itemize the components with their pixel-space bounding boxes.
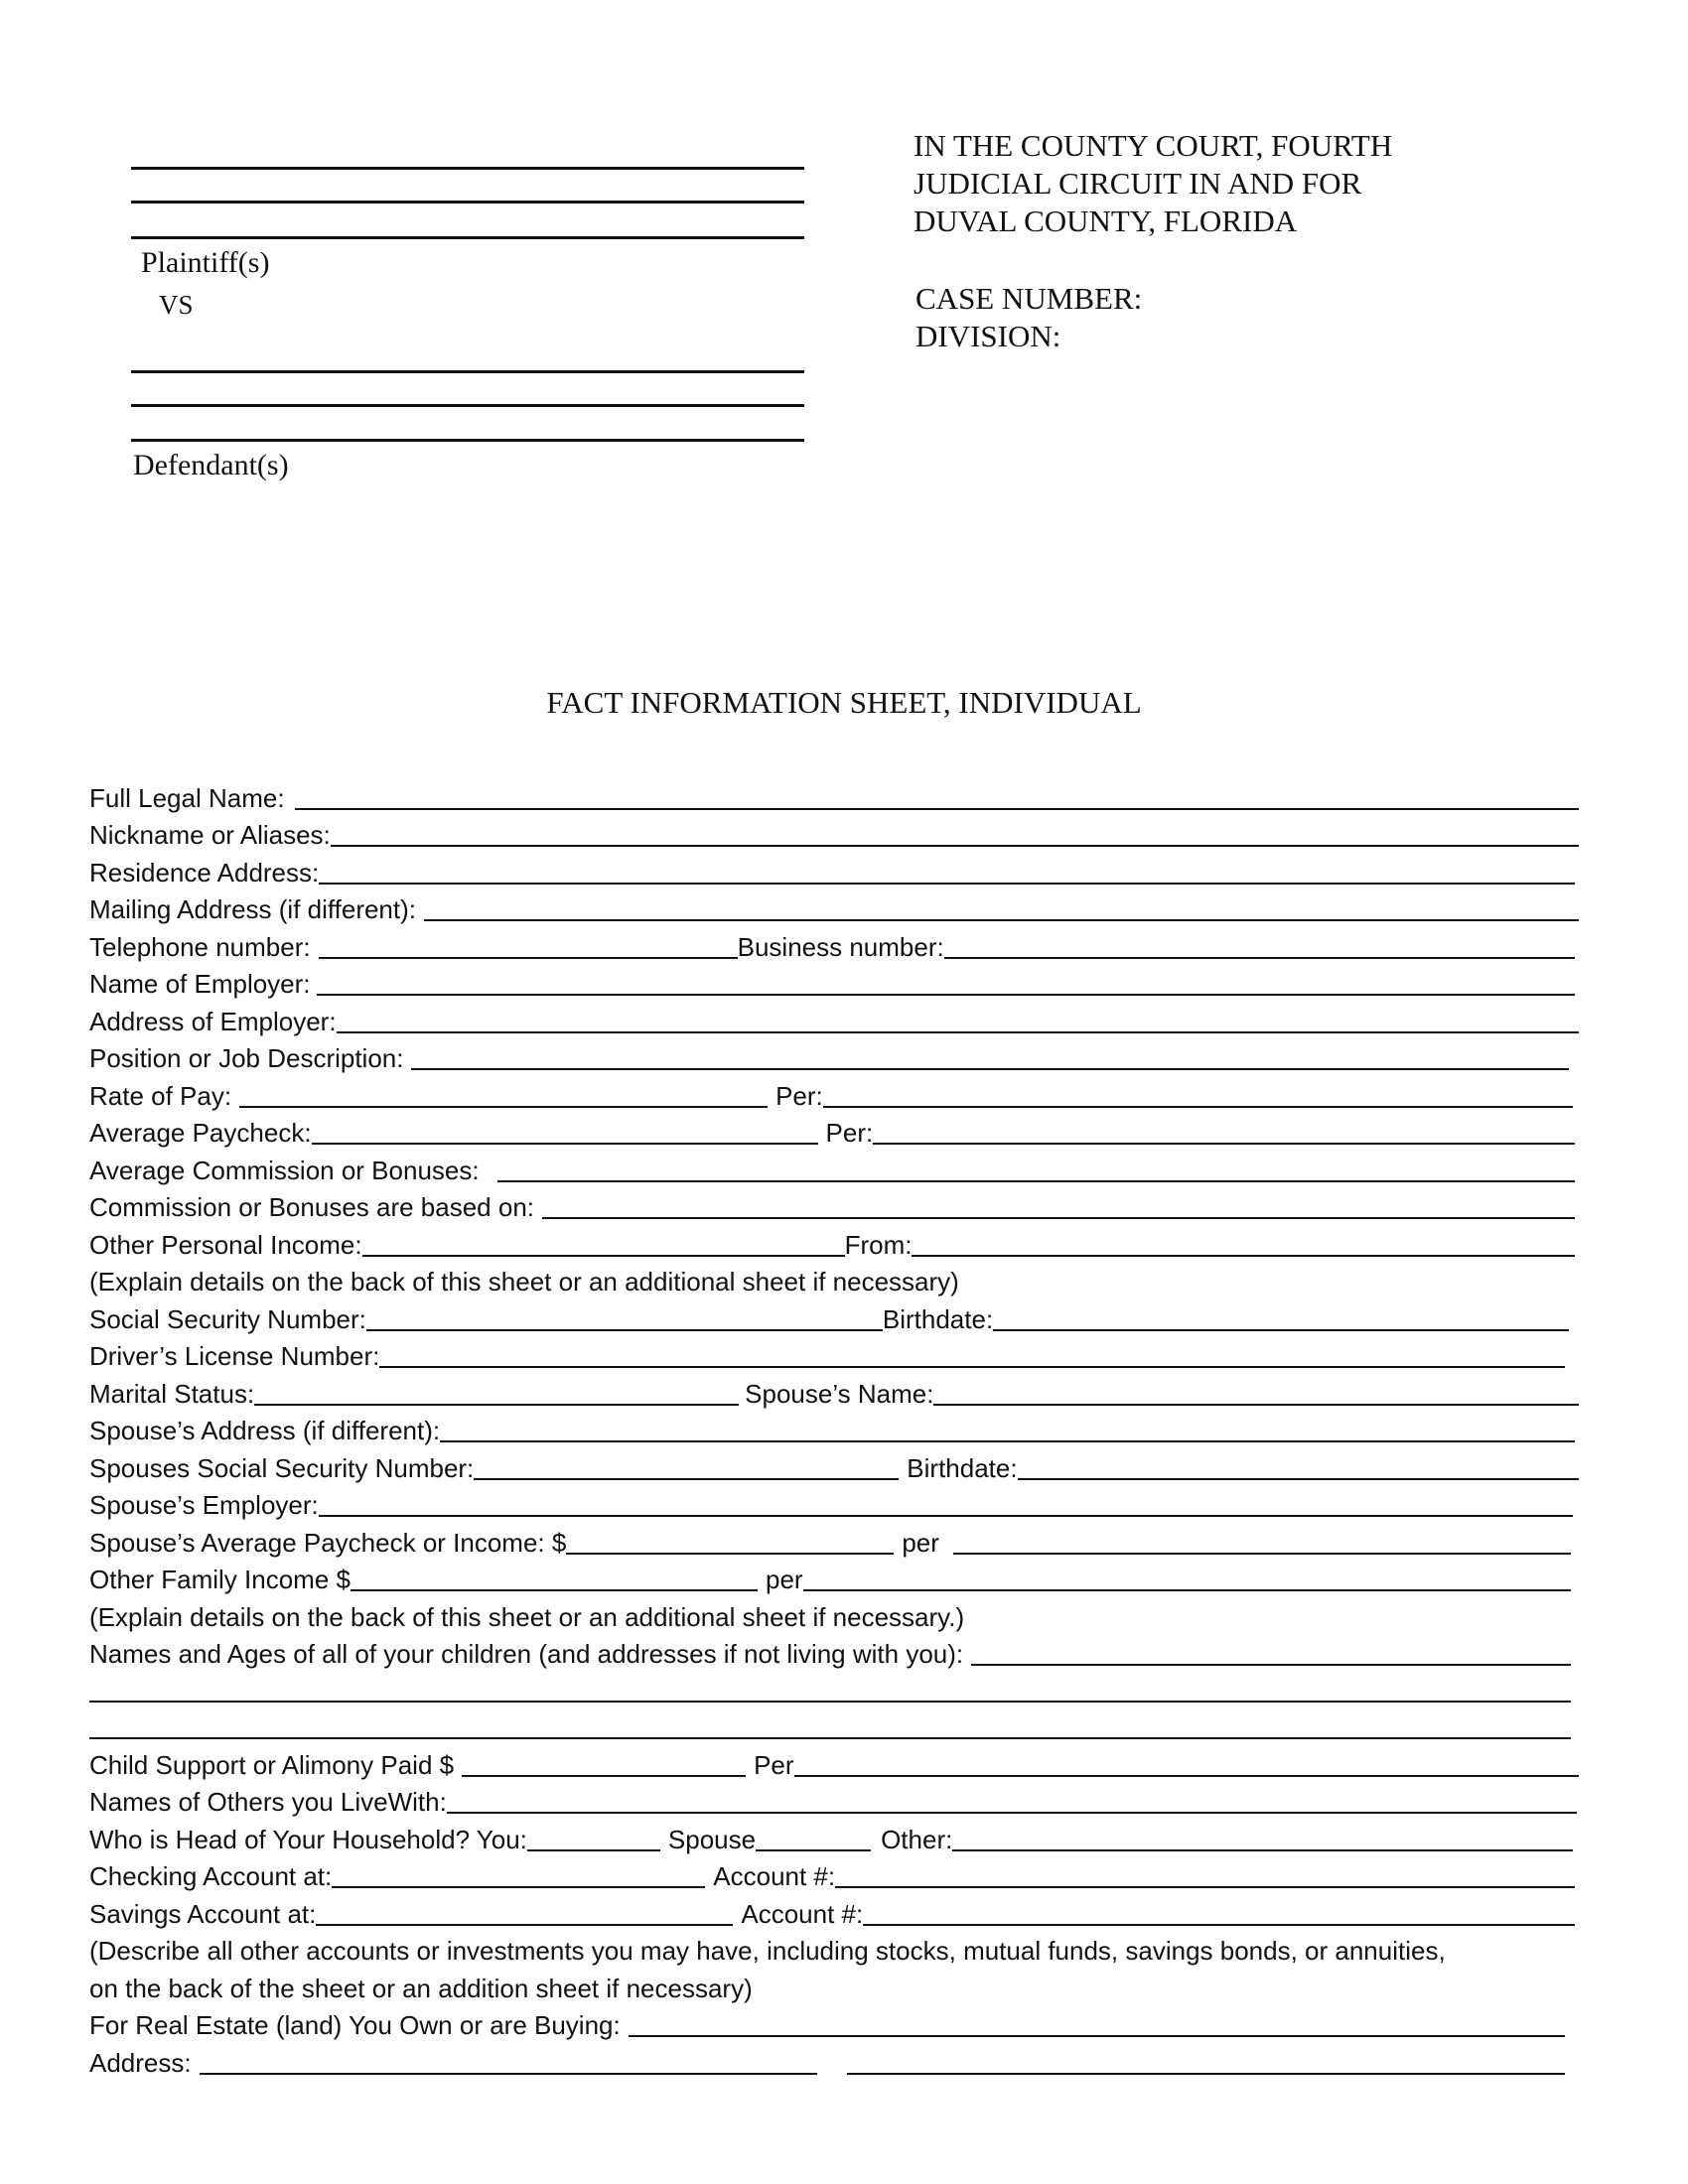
spouse-paycheck-per-field[interactable] <box>953 1527 1571 1555</box>
spouse-birthdate-field[interactable] <box>1018 1452 1579 1480</box>
row-head-household <box>89 1820 1579 1857</box>
row-telephone <box>89 927 1579 965</box>
other-family-income-field[interactable] <box>351 1564 758 1591</box>
court-heading <box>914 127 1392 240</box>
spouse-paycheck-label: Spouse’s Average Paycheck or Income: $ <box>89 1527 567 1558</box>
row-children <box>89 1635 1579 1673</box>
average-paycheck-field[interactable] <box>312 1117 818 1145</box>
case-block <box>915 280 1142 355</box>
position-label: Position or Job Description: <box>89 1043 404 1073</box>
spouse-employer-field[interactable] <box>319 1489 1573 1517</box>
other-income-from-label: From: <box>844 1229 913 1260</box>
paycheck-per-label: Per: <box>825 1118 874 1148</box>
child-support-per-label: Per <box>754 1749 794 1780</box>
head-other-label: Other: <box>881 1824 953 1854</box>
spouse-paycheck-field[interactable] <box>566 1527 894 1555</box>
explain-note-2: (Explain details on the back of this sheet or an additional sheet if necessary.) <box>89 1601 965 1632</box>
spouse-employer-label: Spouse’s Employer: <box>89 1490 319 1520</box>
average-paycheck-label: Average Paycheck: <box>89 1118 312 1148</box>
row-spouse-ssn <box>89 1448 1579 1486</box>
row-others-live-with <box>89 1783 1579 1821</box>
spouse-name-label: Spouse’s Name: <box>745 1378 934 1409</box>
employer-name-label: Name of Employer: <box>89 969 311 999</box>
defendant-line-2[interactable] <box>131 404 804 407</box>
mailing-address-label: Mailing Address (if different): <box>89 894 416 924</box>
marital-status-label: Marital Status: <box>89 1378 255 1409</box>
vs-label: VS <box>159 290 194 320</box>
children-field-2[interactable] <box>89 1675 1571 1703</box>
ssn-label: Social Security Number: <box>89 1303 366 1334</box>
fact-information-form <box>89 778 1579 2081</box>
row-nickname <box>89 816 1579 854</box>
others-live-with-field[interactable] <box>447 1786 1577 1814</box>
row-employer-address <box>89 1002 1579 1039</box>
row-position <box>89 1039 1579 1077</box>
plaintiff-line-3[interactable] <box>131 236 804 239</box>
row-describe-note-1 <box>89 1932 1579 1970</box>
other-family-income-label: Other Family Income $ <box>89 1565 351 1594</box>
plaintiff-line-1[interactable] <box>131 167 804 170</box>
defendant-label: Defendant(s) <box>133 449 289 481</box>
spouse-ssn-label: Spouses Social Security Number: <box>89 1452 475 1483</box>
row-spouse-employer <box>89 1486 1579 1524</box>
row-child-support <box>89 1745 1579 1783</box>
court-line-1: IN THE COUNTY COURT, FOURTH <box>914 128 1393 163</box>
birthdate-field[interactable] <box>993 1303 1569 1331</box>
avg-commission-label: Average Commission or Bonuses: <box>89 1155 480 1185</box>
residence-address-label: Residence Address: <box>89 857 320 887</box>
row-drivers-license <box>89 1337 1579 1375</box>
commission-based-field[interactable] <box>542 1191 1575 1219</box>
position-field[interactable] <box>411 1042 1569 1070</box>
commission-based-label: Commission or Bonuses are based on: <box>89 1192 535 1222</box>
describe-note-1: (Describe all other accounts or investments you may have, including stocks, mutual funds, savings bonds, or annuities, <box>89 1936 1446 1966</box>
row-children-line-2 <box>89 1672 1579 1708</box>
describe-note-2: on the back of the sheet or an addition sheet if necessary) <box>89 1973 753 2003</box>
employer-address-field[interactable] <box>337 1006 1579 1033</box>
row-average-paycheck <box>89 1114 1579 1152</box>
row-spouse-address <box>89 1412 1579 1449</box>
row-children-line-3 <box>89 1708 1579 1745</box>
checking-number-label: Account #: <box>713 1861 836 1891</box>
spouse-address-label: Spouse’s Address (if different): <box>89 1416 441 1445</box>
row-mailing-address <box>89 890 1579 928</box>
child-support-field[interactable] <box>462 1749 746 1777</box>
telephone-label: Telephone number: <box>89 931 311 962</box>
head-household-label: Who is Head of Your Household? You: <box>89 1824 527 1854</box>
row-explain-note-2 <box>89 1597 1579 1635</box>
savings-account-label: Savings Account at: <box>89 1898 317 1929</box>
child-support-per-field[interactable] <box>794 1749 1579 1777</box>
birthdate-label: Birthdate: <box>882 1303 994 1334</box>
full-legal-name-field[interactable] <box>295 782 1579 810</box>
row-full-legal-name <box>89 778 1579 816</box>
children-field-3[interactable] <box>89 1711 1571 1739</box>
page-title: FACT INFORMATION SHEET, INDIVIDUAL <box>546 685 1142 720</box>
row-checking <box>89 1857 1579 1895</box>
drivers-license-field[interactable] <box>379 1340 1565 1368</box>
other-income-from-field[interactable] <box>912 1229 1575 1257</box>
drivers-license-label: Driver’s License Number: <box>89 1341 380 1371</box>
checking-number-field[interactable] <box>835 1860 1575 1888</box>
residence-address-field[interactable] <box>319 857 1575 885</box>
rate-per-field[interactable] <box>823 1080 1573 1108</box>
row-savings <box>89 1894 1579 1932</box>
row-address <box>89 2043 1579 2081</box>
savings-account-field[interactable] <box>316 1898 733 1926</box>
address-field-1[interactable] <box>200 2047 817 2075</box>
real-estate-field[interactable] <box>629 2009 1565 2037</box>
head-spouse-label: Spouse <box>667 1824 757 1854</box>
row-avg-commission <box>89 1151 1579 1188</box>
row-spouse-paycheck <box>89 1523 1579 1561</box>
savings-number-label: Account #: <box>741 1898 864 1929</box>
head-you-field[interactable] <box>527 1824 660 1851</box>
division-label: DIVISION: <box>915 319 1061 353</box>
real-estate-label: For Real Estate (land) You Own or are Buying: <box>89 2010 621 2040</box>
employer-address-label: Address of Employer: <box>89 1006 337 1036</box>
plaintiff-label: Plaintiff(s) <box>141 246 270 279</box>
telephone-field[interactable] <box>319 931 738 959</box>
defendant-line-1[interactable] <box>131 370 804 373</box>
row-employer-name <box>89 965 1579 1003</box>
other-income-label: Other Personal Income: <box>89 1229 362 1260</box>
business-number-label: Business number: <box>737 931 944 962</box>
children-field-1[interactable] <box>971 1638 1571 1666</box>
rate-per-label: Per: <box>775 1080 823 1111</box>
nickname-field[interactable] <box>331 819 1579 847</box>
head-spouse-field[interactable] <box>756 1824 871 1851</box>
marital-status-field[interactable] <box>254 1378 739 1406</box>
spouse-ssn-field[interactable] <box>474 1452 899 1480</box>
full-legal-name-label: Full Legal Name: <box>89 782 285 813</box>
plaintiff-line-2[interactable] <box>131 201 804 204</box>
business-number-field[interactable] <box>944 931 1575 959</box>
children-label: Names and Ages of all of your children (and addresses if not living with you): <box>89 1639 964 1669</box>
spouse-address-field[interactable] <box>440 1415 1575 1442</box>
address-label: Address: <box>89 2047 192 2078</box>
row-describe-note-2 <box>89 1969 1579 2006</box>
row-explain-note-1 <box>89 1263 1579 1300</box>
case-number-label: CASE NUMBER: <box>915 281 1143 316</box>
spouse-paycheck-per-label: per <box>902 1527 939 1558</box>
spouse-name-field[interactable] <box>933 1378 1579 1406</box>
checking-account-label: Checking Account at: <box>89 1861 333 1891</box>
savings-number-field[interactable] <box>863 1898 1575 1926</box>
defendant-line-3[interactable] <box>131 439 804 442</box>
nickname-label: Nickname or Aliases: <box>89 820 331 850</box>
employer-name-field[interactable] <box>317 968 1575 996</box>
ssn-field[interactable] <box>366 1303 883 1331</box>
paycheck-per-field[interactable] <box>873 1117 1575 1145</box>
rate-of-pay-field[interactable] <box>239 1080 768 1108</box>
court-line-3: DUVAL COUNTY, FLORIDA <box>914 204 1298 238</box>
row-other-income <box>89 1225 1579 1263</box>
child-support-label: Child Support or Alimony Paid $ <box>89 1749 455 1780</box>
other-family-per-label: per <box>765 1565 803 1594</box>
row-ssn <box>89 1299 1579 1337</box>
spouse-birthdate-label: Birthdate: <box>907 1452 1018 1483</box>
row-real-estate <box>89 2006 1579 2044</box>
checking-account-field[interactable] <box>332 1860 705 1888</box>
explain-note-1: (Explain details on the back of this sheet or an additional sheet if necessary) <box>89 1267 959 1297</box>
others-live-with-label: Names of Others you LiveWith: <box>89 1787 447 1817</box>
other-family-per-field[interactable] <box>803 1564 1571 1591</box>
mailing-address-field[interactable] <box>424 893 1579 921</box>
row-commission-based <box>89 1188 1579 1226</box>
other-income-field[interactable] <box>362 1229 845 1257</box>
address-field-2[interactable] <box>847 2047 1565 2075</box>
row-other-family-income <box>89 1561 1579 1598</box>
head-other-field[interactable] <box>952 1824 1573 1851</box>
avg-commission-field[interactable] <box>497 1155 1575 1182</box>
row-rate-of-pay <box>89 1076 1579 1114</box>
row-marital-status <box>89 1374 1579 1412</box>
rate-of-pay-label: Rate of Pay: <box>89 1080 232 1111</box>
row-residence-address <box>89 853 1579 890</box>
court-line-2: JUDICIAL CIRCUIT IN AND FOR <box>914 166 1362 201</box>
